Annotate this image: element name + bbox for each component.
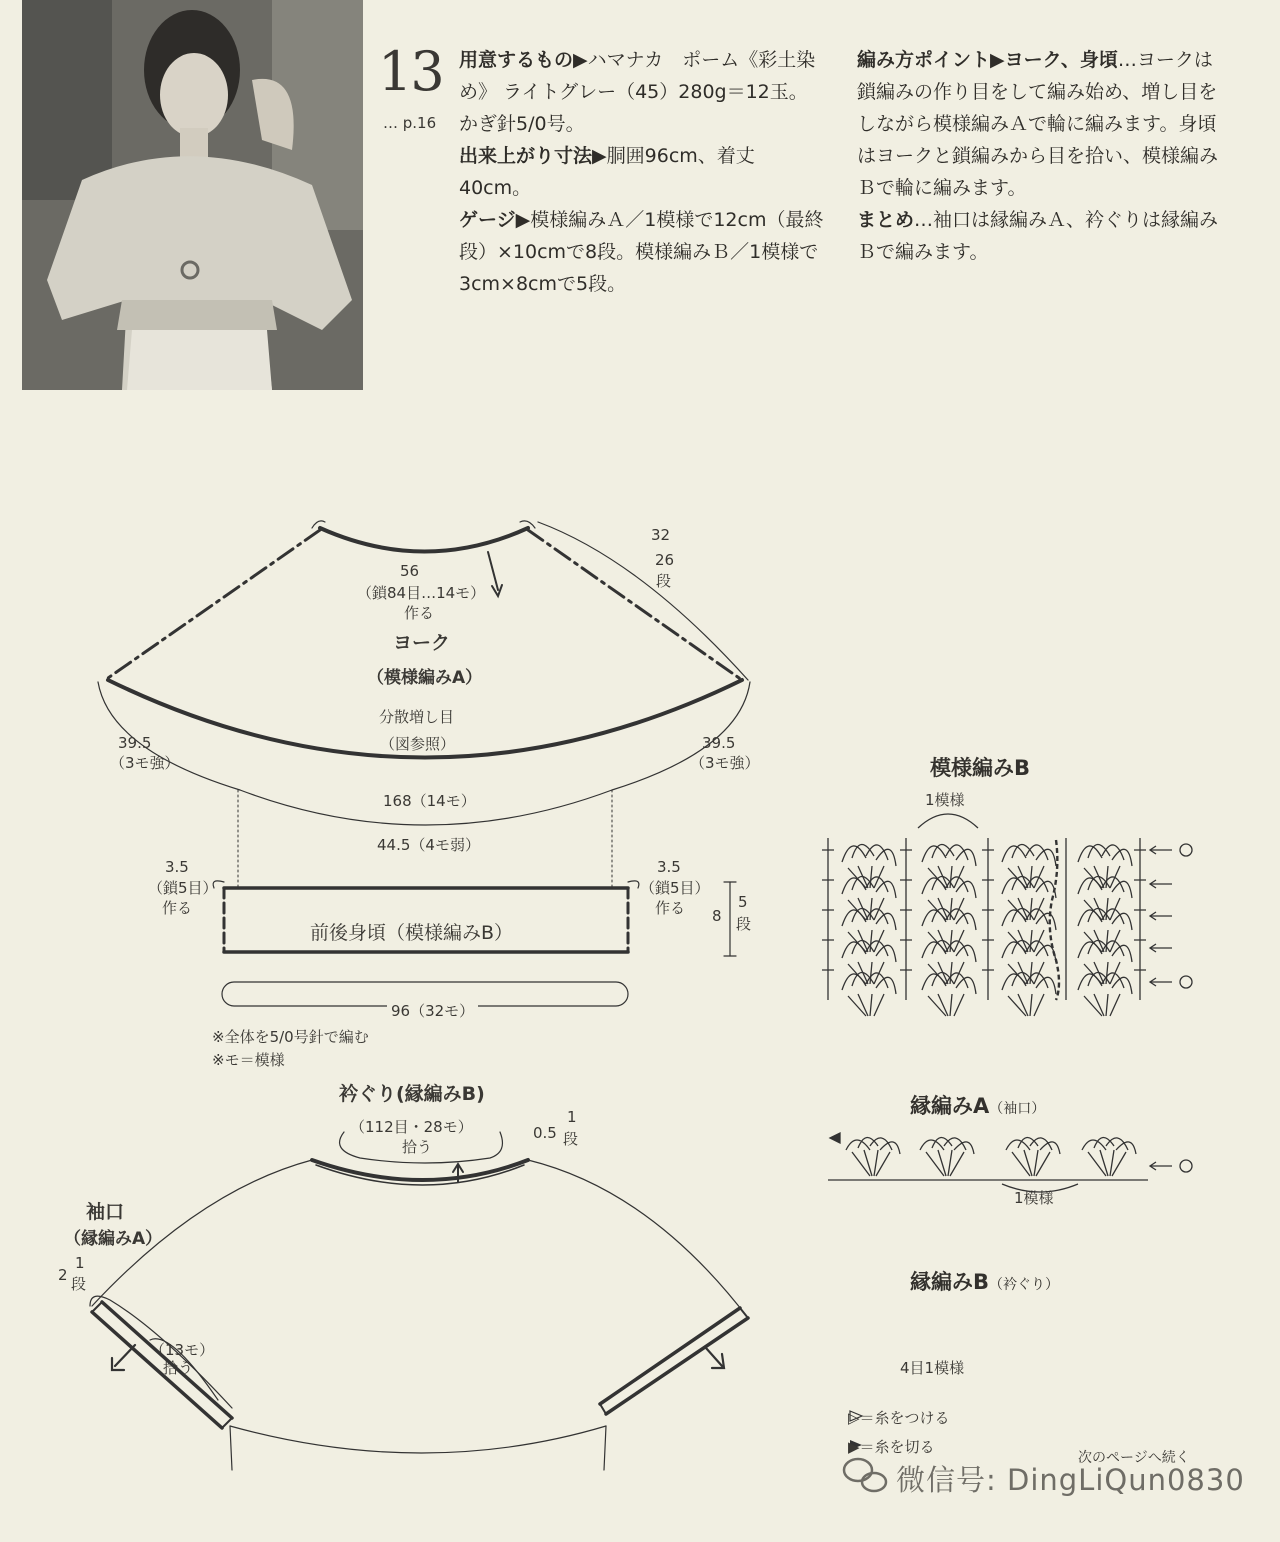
gauge-text: 模様編みＡ／1模様で12cm（最終段）×10cmで8段。模様編みＢ／1模様で3cm×8cmで5段。 [459,209,824,295]
legend-cut: ▶＝糸を切る [848,1438,935,1456]
yoke-left-width: 39.5 [118,734,152,752]
yoke-neck-chain: （鎖84目…14モ） [357,584,486,602]
yoke-depth-unit: 段 [656,572,672,590]
note-needle: ※全体を5/0号針で編む [212,1028,369,1046]
edge-b-title-text: 縁編みB [910,1270,990,1294]
yoke-bottom-outer: 168（14モ） [383,792,476,810]
chart-b-drawing [822,814,1192,1016]
body-left-underarm-width: 3.5 [165,858,189,876]
yoke-increase: 分散増し目 [379,708,455,726]
collar-pickup: （112目・28モ） [350,1118,473,1136]
collar-rows: 1 [567,1108,577,1126]
chart-b-repeat: 1模様 [925,791,965,809]
finishing-label: まとめ [857,209,915,231]
yoke-left-motif: （3モ強） [110,754,180,772]
cuff-pattern: （縁編みA） [64,1229,163,1249]
finished-size: 出来上がり寸法▶胴囲96cm、着丈40cm。 [459,145,755,199]
collar-pickup-verb: 拾う [402,1138,433,1156]
yoke-increase-ref: （図参照） [380,735,456,753]
body-height: 8 [712,907,722,925]
gauge: ゲージ▶模様編みＡ／1模様で12cm（最終段）×10cmで8段。模様編みＢ／1模様で3cm×8cmで5段。 [459,209,824,295]
yoke-depth-rows: 26 [655,551,675,569]
yoke-name: ヨーク [393,632,451,654]
materials-label: 用意するもの [459,49,574,71]
cuff-rows: 1 [75,1254,85,1272]
edge-b-title [910,1266,1059,1296]
method-text: …ヨークは鎖編みの作り目をして編み始め、増し目をしながら模様編みＡで輪に編みます。身頃はヨークと鎖編みから目を拾い、模様編みＢで輪に編みます。 [857,49,1219,199]
finished-size-text: 胴囲96cm、着丈40cm。 [459,145,755,199]
collar-width: 0.5 [533,1124,557,1142]
finishing-text: …袖口は縁編みＡ、衿ぐりは縁編みＢで編みます。 [857,209,1219,263]
body-right-underarm-chain: （鎖5目） [640,879,710,897]
edge-b-repeat: 4目1模様 [900,1359,965,1377]
collar-title: 衿ぐり(縁編みB) [339,1083,485,1105]
pattern-number: 13 [378,40,443,103]
body-name: 前後身頃（模様編みB） [310,922,514,944]
watermark-text: 微信号: DingLiQun0830 [896,1463,1245,1497]
materials-text: ハマナカ ポーム《彩土染め》 ライトグレー（45）280g＝12玉。かぎ針5/0号。 [459,49,816,135]
yoke-bottom-inner: 44.5（4モ弱） [377,836,480,854]
body-right-underarm-make: 作る [655,899,686,917]
yoke-left-side [108,530,320,678]
cuff-rows-unit: 段 [71,1275,87,1293]
body-left-underarm-make: 作る [162,899,193,917]
edge-a-title-text: 縁編みA [910,1094,990,1118]
collar-rows-unit: 段 [563,1130,579,1148]
legend-continued: 次のページへ続く [1078,1450,1190,1466]
yoke-depth: 32 [651,526,671,544]
edge-a-repeat: 1模様 [1014,1189,1054,1207]
chart-b-title: 模様編みB [930,756,1031,780]
cuff-pickup-verb: 拾う [163,1359,194,1377]
yoke-right-motif: （3モ強） [690,754,760,772]
body-left-underarm-chain: （鎖5目） [148,879,218,897]
gauge-label: ゲージ [459,209,516,231]
edge-b-location: （衿ぐり） [989,1277,1060,1293]
edge-a-location: （袖口） [989,1101,1046,1117]
body-circumference: 96（32モ） [387,1000,478,1021]
finished-size-label: 出来上がり寸法 [459,145,593,167]
cuff-height: 2 [58,1266,68,1284]
yoke-neck-edge [320,528,528,552]
note-motif: ※モ＝模様 [212,1051,285,1069]
body-height-rows: 5 [738,893,748,911]
edge-a-title [910,1090,1045,1120]
materials: 用意するもの▶ハマナカ ポーム《彩土染め》 ライトグレー（45）280g＝12玉。かぎ針5/0号。 [459,49,816,135]
yoke-neck-make: 作る [404,604,435,622]
legend-attach: ▷＝糸をつける [848,1409,950,1427]
method: 編み方ポイント▶ヨーク、身頃…ヨークは鎖編みの作り目をして編み始め、増し目をしながら模様編みＡで輪に編みます。身頃はヨークと鎖編みから目を拾い、模様編みＢで輪に編みます。 [857,49,1219,199]
wechat-icon [844,1459,886,1491]
page-reference: … p.16 [383,114,437,132]
cuff-title: 袖口 [86,1201,125,1223]
edge-a-drawing [828,1133,1192,1192]
method-label: 編み方ポイント [857,49,991,71]
body-height-unit: 段 [736,915,752,933]
body-right-underarm-width: 3.5 [657,858,681,876]
yoke-right-side [528,530,742,680]
yoke-neck-width: 56 [400,562,420,580]
method-sublabel: ヨーク、身頃 [1004,49,1118,71]
yoke-right-width: 39.5 [702,734,736,752]
cuff-pickup: （13モ） [150,1341,215,1359]
yoke-pattern: （模様編みA） [367,668,483,688]
